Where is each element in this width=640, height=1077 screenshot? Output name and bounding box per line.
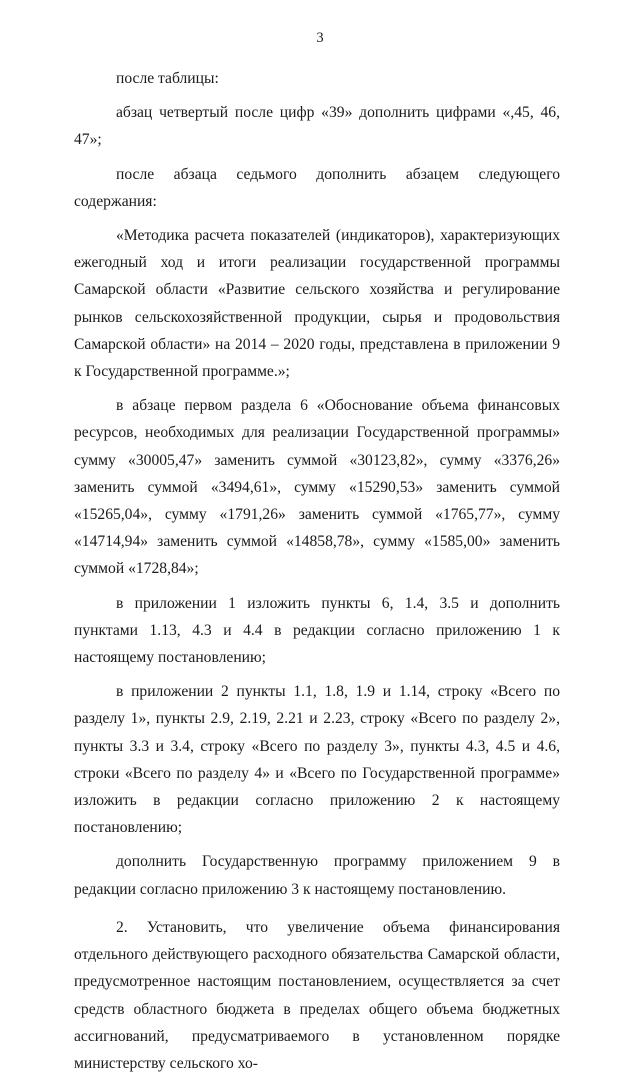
paragraph-section-6: в абзаце первом раздела 6 «Обоснование объема финансовых ресурсов, необходимых для реализации Государственной программы» сумму «30005,47» заменить суммой «30123,82», сумму «3376,26» заменить суммой «3494,61», сумму «15290,53» заменить суммой «15265,04», сумму «1791,26» заменить суммой «1765,77», сумму «14714,94» заменить суммой «14858,78», сумму «1585,00» заменить суммой «1728,84»; [74,397,560,578]
paragraph-fourth-abzac: абзац четвертый после цифр «39» дополнить цифрами «,45, 46, 47»; [74,104,560,149]
paragraph-item-2: 2. Установить, что увеличение объема финансирования отдельного действующего расходного обязательства Самарской области, предусмотренное настоящим постановлением, осуществляется за счет средств областного бюджета в пределах общего объема бюджетных ассигнований, предусматриваемого в установленном порядке министерству сельского хо- [74,918,560,1072]
page-number: 3 [316,30,324,46]
document-body [74,65,560,1077]
paragraph-appendix-1: в приложении 1 изложить пункты 6, 1.4, 3.5 и дополнить пунктами 1.13, 4.3 и 4.4 в редакции согласно приложению 1 к настоящему постановлению; [74,594,560,667]
paragraph-after-seventh: после абзаца седьмого дополнить абзацем следующего содержания: [74,165,560,210]
paragraph-after-table: после таблицы: [116,70,219,87]
paragraph-appendix-9: дополнить Государственную программу приложением 9 в редакции согласно приложению 3 к настоящему постановлению. [74,853,560,898]
paragraph-appendix-2: в приложении 2 пункты 1.1, 1.8, 1.9 и 1.14, строку «Всего по разделу 1», пункты 2.9, 2.19, 2.21 и 2.23, строку «Всего по разделу 2», пункты 3.3 и 3.4, строку «Всего по разделу 3», пункты 4.3, 4.5 и 4.6, строки «Всего по разделу 4» и «Всего по Государственной программе» изложить в редакции согласно приложению 2 к настоящему постановлению; [74,683,560,837]
paragraph-methodology: «Методика расчета показателей (индикаторов), характеризующих ежегодный ход и итоги реализации государственной программы Самарской области «Развитие сельского хозяйства и регулирование рынков сельскохозяйственной продукции, сырья и продовольствия Самарской области» на 2014 – 2020 годы, представлена в приложении 9 к Государственной программе.»; [74,227,560,381]
